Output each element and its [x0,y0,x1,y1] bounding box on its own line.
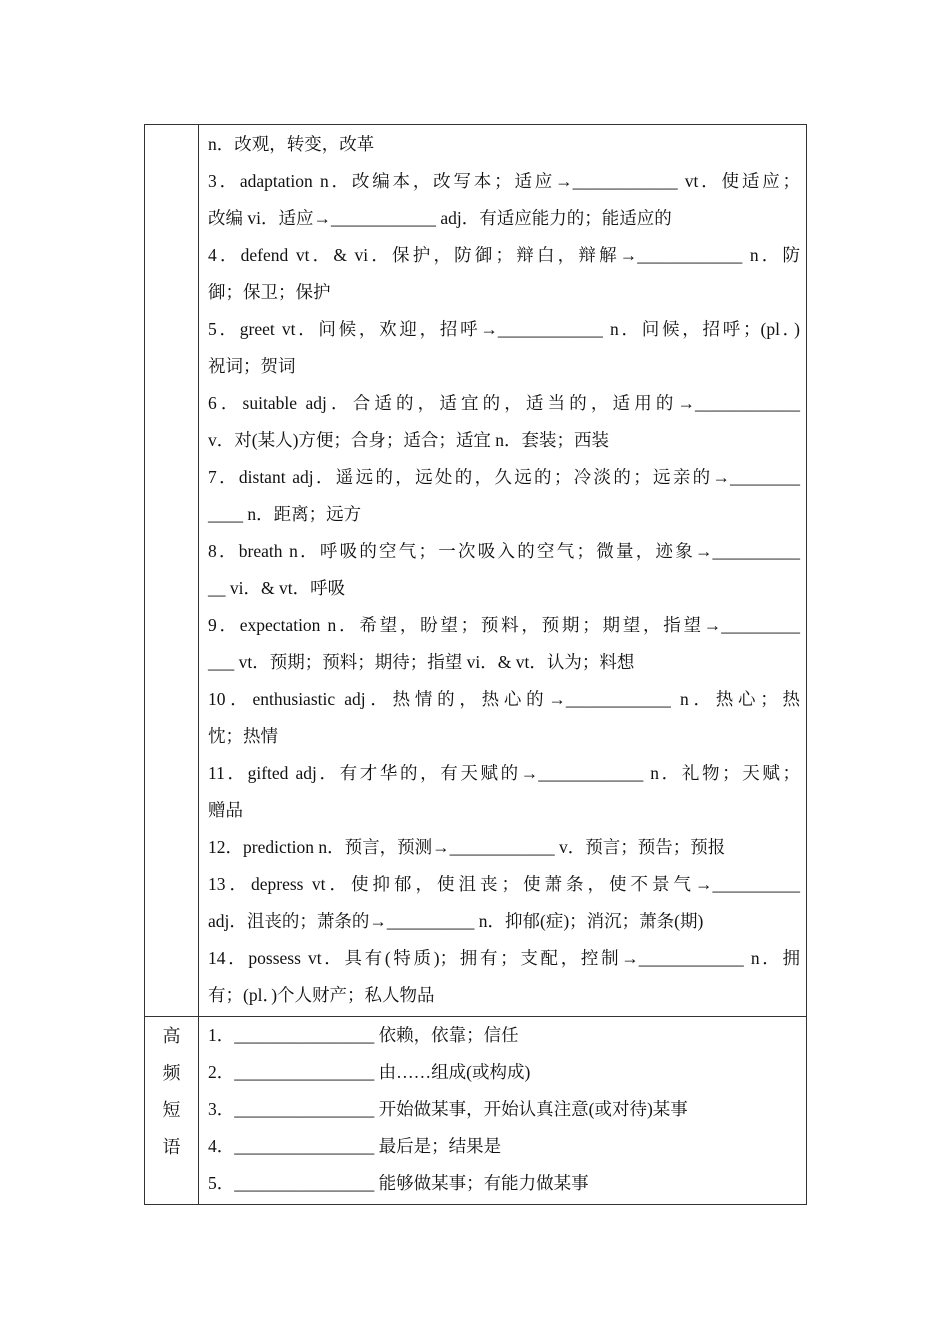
phrase-line: 1．________________ 依赖，依靠；信任 [208,1025,519,1045]
vocab-line: 3．adaptation n．改编本，改写本；适应→____________ vt．使适应； [208,171,800,191]
vocab-line: 改编 vi．适应→____________ adj．有适应能力的；能适应的 [208,208,672,228]
vocab-line: 忱；热情 [208,726,278,746]
phrases-label-char: 高 [162,1026,181,1046]
vocab-line: 7．distant adj．遥远的，远处的，久远的；冷淡的；远亲的→________ [208,467,800,487]
vocab-line: 赠品 [208,800,243,820]
vocab-line: __ vi．& vt．呼吸 [208,578,346,598]
phrase-line: 4．________________ 最后是；结果是 [208,1136,502,1156]
phrases-label-char: 频 [162,1063,181,1083]
vocab-line: 祝词；贺词 [208,356,296,376]
row-label-empty [145,125,199,1017]
phrase-line: 3．________________ 开始做某事，开始认真注意(或对待)某事 [208,1099,688,1119]
vocab-line: 有；(pl．)个人财产；私人物品 [208,985,435,1005]
vocab-line: v．对(某人)方便；合身；适合；适宜 n．套装；西装 [208,430,610,450]
vocab-line: ____ n．距离；远方 [208,504,362,524]
vocab-line: 11．gifted adj．有才华的，有天赋的→____________ n．礼物；天赋； [208,763,800,783]
vocab-line: 10．enthusiastic adj．热情的，热心的→____________ n．热心；热 [208,689,800,709]
vocab-row [145,125,807,1017]
vocab-line: 14．possess vt．具有(特质)；拥有；支配，控制→____________ n．拥 [208,948,800,968]
vocab-line: 13．depress vt．使抑郁，使沮丧；使萧条，使不景气→__________ [208,874,800,894]
vocab-line: 6．suitable adj．合适的，适宜的，适当的，适用的→____________ [208,393,800,413]
phrase-line: 5．________________ 能够做某事；有能力做某事 [208,1173,589,1193]
vocab-line: ___ vt．预期；预料；期待；指望 vi．& vt．认为；料想 [208,652,635,672]
phrases-cell [199,1017,807,1205]
vocab-line: n．改观，转变，改革 [208,134,375,154]
phrase-line: 2．________________ 由……组成(或构成) [208,1062,531,1082]
vocab-cell [199,125,807,1017]
phrases-label-cell [145,1017,199,1205]
phrases-label-char: 短 [162,1100,181,1120]
vocab-line: adj．沮丧的；萧条的→__________ n．抑郁(症)；消沉；萧条(期) [208,911,704,931]
vocab-line: 12．prediction n．预言，预测→____________ v．预言；预告；预报 [208,837,726,857]
vocabulary-table [144,124,807,1205]
vocab-line: 5．greet vt．问候，欢迎，招呼→____________ n．问候，招呼；(pl．) [208,319,800,339]
phrases-row [145,1017,807,1205]
vocab-line: 9．expectation n．希望，盼望；预料，预期；期望，指望→_________ [208,615,800,635]
phrases-label-char: 语 [162,1137,181,1157]
vocab-line: 8．breath n．呼吸的空气；一次吸入的空气；微量，迹象→__________ [208,541,800,561]
vocab-line: 4．defend vt．& vi．保护，防御；辩白，辩解→____________ n．防 [208,245,800,265]
vocab-line: 御；保卫；保护 [208,282,331,302]
